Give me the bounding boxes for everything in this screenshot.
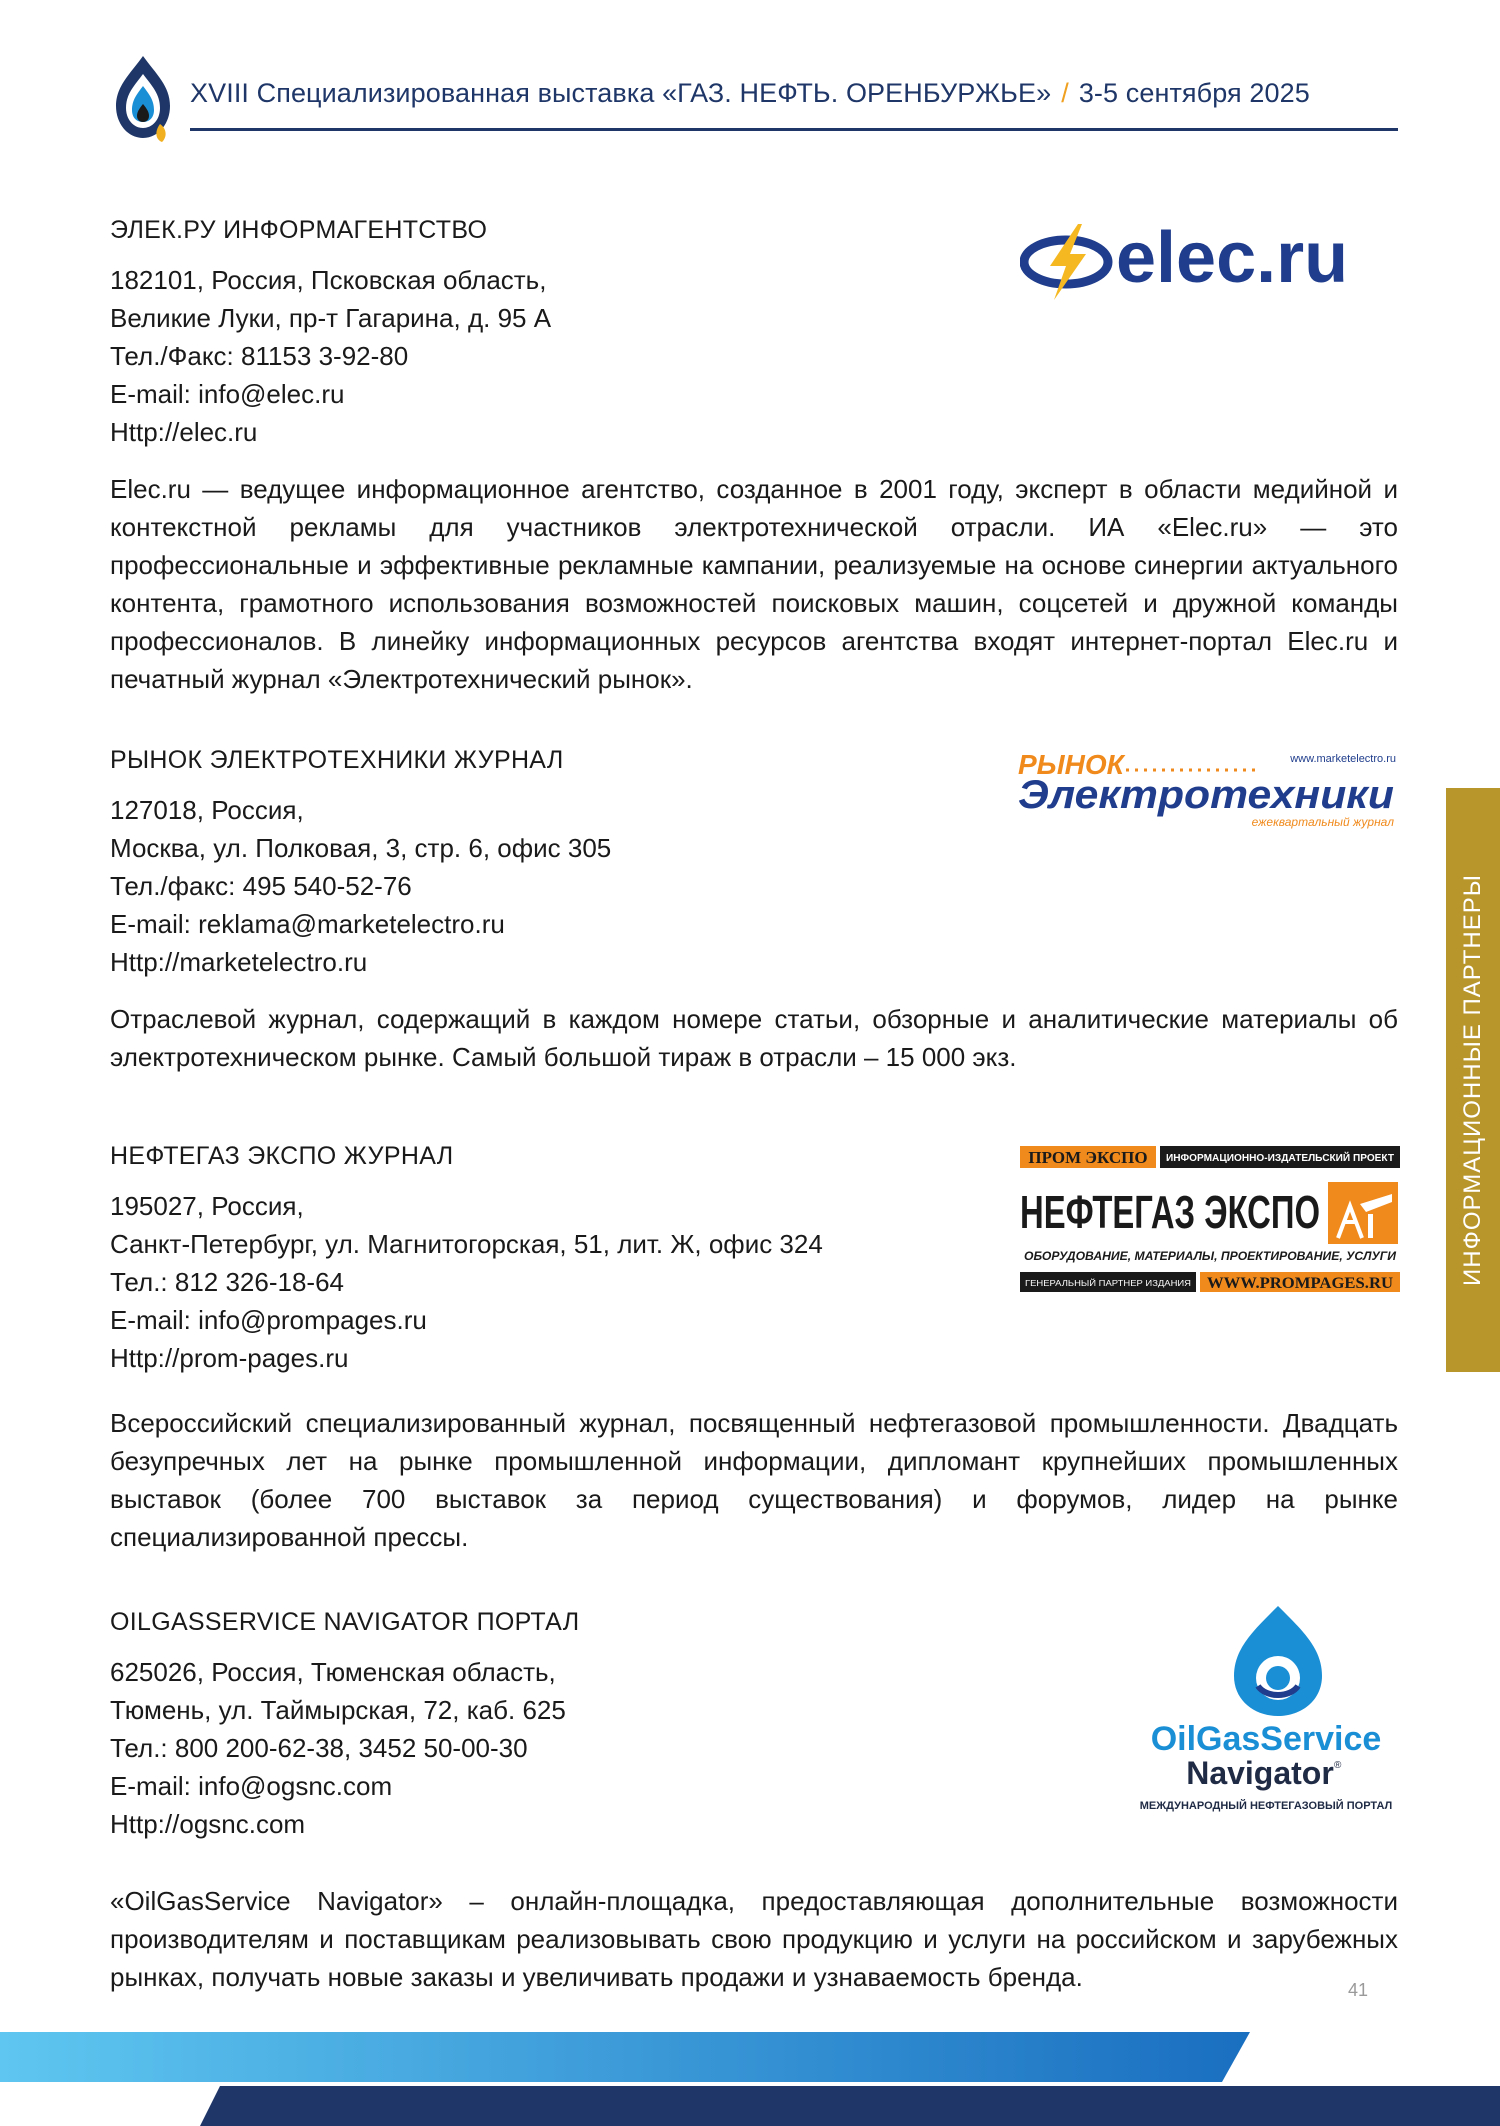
partner-address-line1: 182101, Россия, Псковская область, xyxy=(110,265,547,295)
header-divider xyxy=(190,128,1398,131)
side-tab-label: ИНФОРМАЦИОННЫЕ ПАРТНЕРЫ xyxy=(1459,874,1486,1286)
neftegaz-logo-top-right: ИНФОРМАЦИОННО-ИЗДАТЕЛЬСКИЙ ПРОЕКТ xyxy=(1166,1153,1392,1164)
exhibition-logo-icon xyxy=(108,52,178,148)
partner-marketelectro xyxy=(110,746,1400,1072)
section-side-tab xyxy=(1446,788,1500,1372)
partner-title: OILGASSERVICE NAVIGATOR ПОРТАЛ xyxy=(110,1608,580,1636)
partner-elec xyxy=(110,216,1400,694)
partner-address-line2: Санкт-Петербург, ул. Магнитогорская, 51, лит. Ж, офис 324 xyxy=(110,1229,823,1259)
ogsnc-logo-line1: OilGasService xyxy=(1150,1720,1382,1758)
svg-text:®: ® xyxy=(1334,1760,1342,1771)
partner-phone: Тел./Факс: 81153 3-92-80 xyxy=(110,341,409,371)
partner-title: НЕФТЕГАЗ ЭКСПО ЖУРНАЛ xyxy=(110,1142,454,1170)
partner-phone: Тел./факс: 495 540-52-76 xyxy=(110,871,412,901)
header-title xyxy=(190,78,1310,109)
partner-address-line1: 195027, Россия, xyxy=(110,1191,304,1221)
partner-address-line2: Великие Луки, пр-т Гагарина, д. 95 А xyxy=(110,303,552,333)
partner-email[interactable]: E-mail: info@ogsnc.com xyxy=(110,1771,393,1801)
exhibition-title: XVIII Специализированная выставка «ГАЗ. НЕФТЬ. ОРЕНБУРЖЬЕ» xyxy=(190,78,1052,108)
partner-description: «OilGasService Navigator» – онлайн-площадка, предоставляющая дополнительные возможности производителям и поставщикам реализовывать свою продукцию и услуги на российском и зарубежных рынках, получать новые заказы и увеличивать продажи и узнаваемость бренда. xyxy=(110,1886,1398,1992)
partner-address-line1: 127018, Россия, xyxy=(110,795,304,825)
elec-logo-icon xyxy=(1020,216,1400,306)
partner-website[interactable]: Http://marketelectro.ru xyxy=(110,947,368,977)
partner-phone: Тел.: 812 326-18-64 xyxy=(110,1267,344,1297)
partner-description: Elec.ru — ведущее информационное агентство, созданное в 2001 году, эксперт в области медийной и контекстной рекламы для участников электротехнической отрасли. ИА «Elec.ru» — это профессиональные и эффективные рекламные кампании, реализуемые на основе синергии актуального контента, грамотного использования возможностей поисковых машин, соцсетей и дружной команды профессионалов. В линейку информационных ресурсов агентства входят интернет-портал Elec.ru и печатный журнал «Электротехнический рынок». xyxy=(110,474,1398,694)
neftegaz-expo-logo xyxy=(1020,1142,1400,1298)
header-separator: / xyxy=(1061,78,1069,108)
page-header xyxy=(108,50,1398,150)
marketelectro-logo-sub: ежеквартальный журнал xyxy=(1251,815,1394,829)
ogsnc-logo-icon xyxy=(1126,1600,1406,1800)
ogsnc-logo xyxy=(1126,1600,1406,1812)
marketelectro-logo xyxy=(1014,746,1400,832)
partner-website[interactable]: Http://ogsnc.com xyxy=(110,1809,306,1839)
partner-email[interactable]: E-mail: info@prompages.ru xyxy=(110,1305,427,1335)
page-number: 41 xyxy=(1348,1980,1369,2000)
neftegaz-logo-sub: ОБОРУДОВАНИЕ, МАТЕРИАЛЫ, ПРОЕКТИРОВАНИЕ, УСЛУГИ xyxy=(1024,1249,1397,1263)
ogsnc-logo-sub: МЕЖДУНАРОДНЫЙ НЕФТЕГАЗОВЫЙ ПОРТАЛ xyxy=(1139,1800,1393,1812)
partner-phone: Тел.: 800 200-62-38, 3452 50-00-30 xyxy=(110,1733,528,1763)
neftegaz-expo-logo-icon xyxy=(1020,1142,1400,1298)
partner-address-line2: Москва, ул. Полковая, 3, стр. 6, офис 305 xyxy=(110,833,612,863)
partner-description: Отраслевой журнал, содержащий в каждом номере статьи, обзорные и аналитические материалы об электротехническом рынке. Самый большой тираж в отрасли – 15 000 экз. xyxy=(110,1004,1398,1072)
elec-logo-text: elec.ru xyxy=(1116,218,1349,298)
partner-address-line1: 625026, Россия, Тюменская область, xyxy=(110,1657,556,1687)
marketelectro-logo-line1: РЫНОК xyxy=(1018,749,1124,780)
partner-neftegaz-expo xyxy=(110,1142,1400,1552)
partner-website[interactable]: Http://prom-pages.ru xyxy=(110,1343,349,1373)
marketelectro-logo-icon xyxy=(1014,746,1400,832)
partner-description: Всероссийский специализированный журнал, посвященный нефтегазовой промышленности. Двадцать безупречных лет на рынке промышленной информации, дипломант крупнейших промышленных выставок (более 700 выставок за период существования) и форумов, лидер на рынке специализированной прессы. xyxy=(110,1408,1398,1552)
partner-title: РЫНОК ЭЛЕКТРОТЕХНИКИ ЖУРНАЛ xyxy=(110,746,564,774)
neftegaz-logo-bottom-right: WWW.PROMPAGES.RU xyxy=(1207,1275,1394,1292)
marketelectro-logo-line2: Электротехники xyxy=(1018,773,1394,817)
partner-title: ЭЛЕК.РУ ИНФОРМАГЕНТСТВО xyxy=(110,216,488,244)
ogsnc-logo-line2: Navigator xyxy=(1186,1755,1334,1791)
partner-email[interactable]: E-mail: reklama@marketelectro.ru xyxy=(110,909,505,939)
partner-website[interactable]: Http://elec.ru xyxy=(110,417,258,447)
partner-email[interactable]: E-mail: info@elec.ru xyxy=(110,379,345,409)
elec-logo xyxy=(1020,216,1400,306)
neftegaz-logo-top-left: ПРОМ ЭКСПО xyxy=(1028,1148,1148,1167)
partner-address-line2: Тюмень, ул. Таймырская, 72, каб. 625 xyxy=(110,1695,566,1725)
neftegaz-logo-main: НЕФТЕГАЗ ЭКСПО xyxy=(1020,1186,1320,1238)
neftegaz-logo-bottom-left: ГЕНЕРАЛЬНЫЙ ПАРТНЕР ИЗДАНИЯ xyxy=(1025,1279,1192,1288)
marketelectro-logo-url: www.marketelectro.ru xyxy=(1290,753,1396,765)
exhibition-dates: 3-5 сентября 2025 xyxy=(1078,78,1310,108)
footer-band-decoration xyxy=(0,2032,1500,2126)
